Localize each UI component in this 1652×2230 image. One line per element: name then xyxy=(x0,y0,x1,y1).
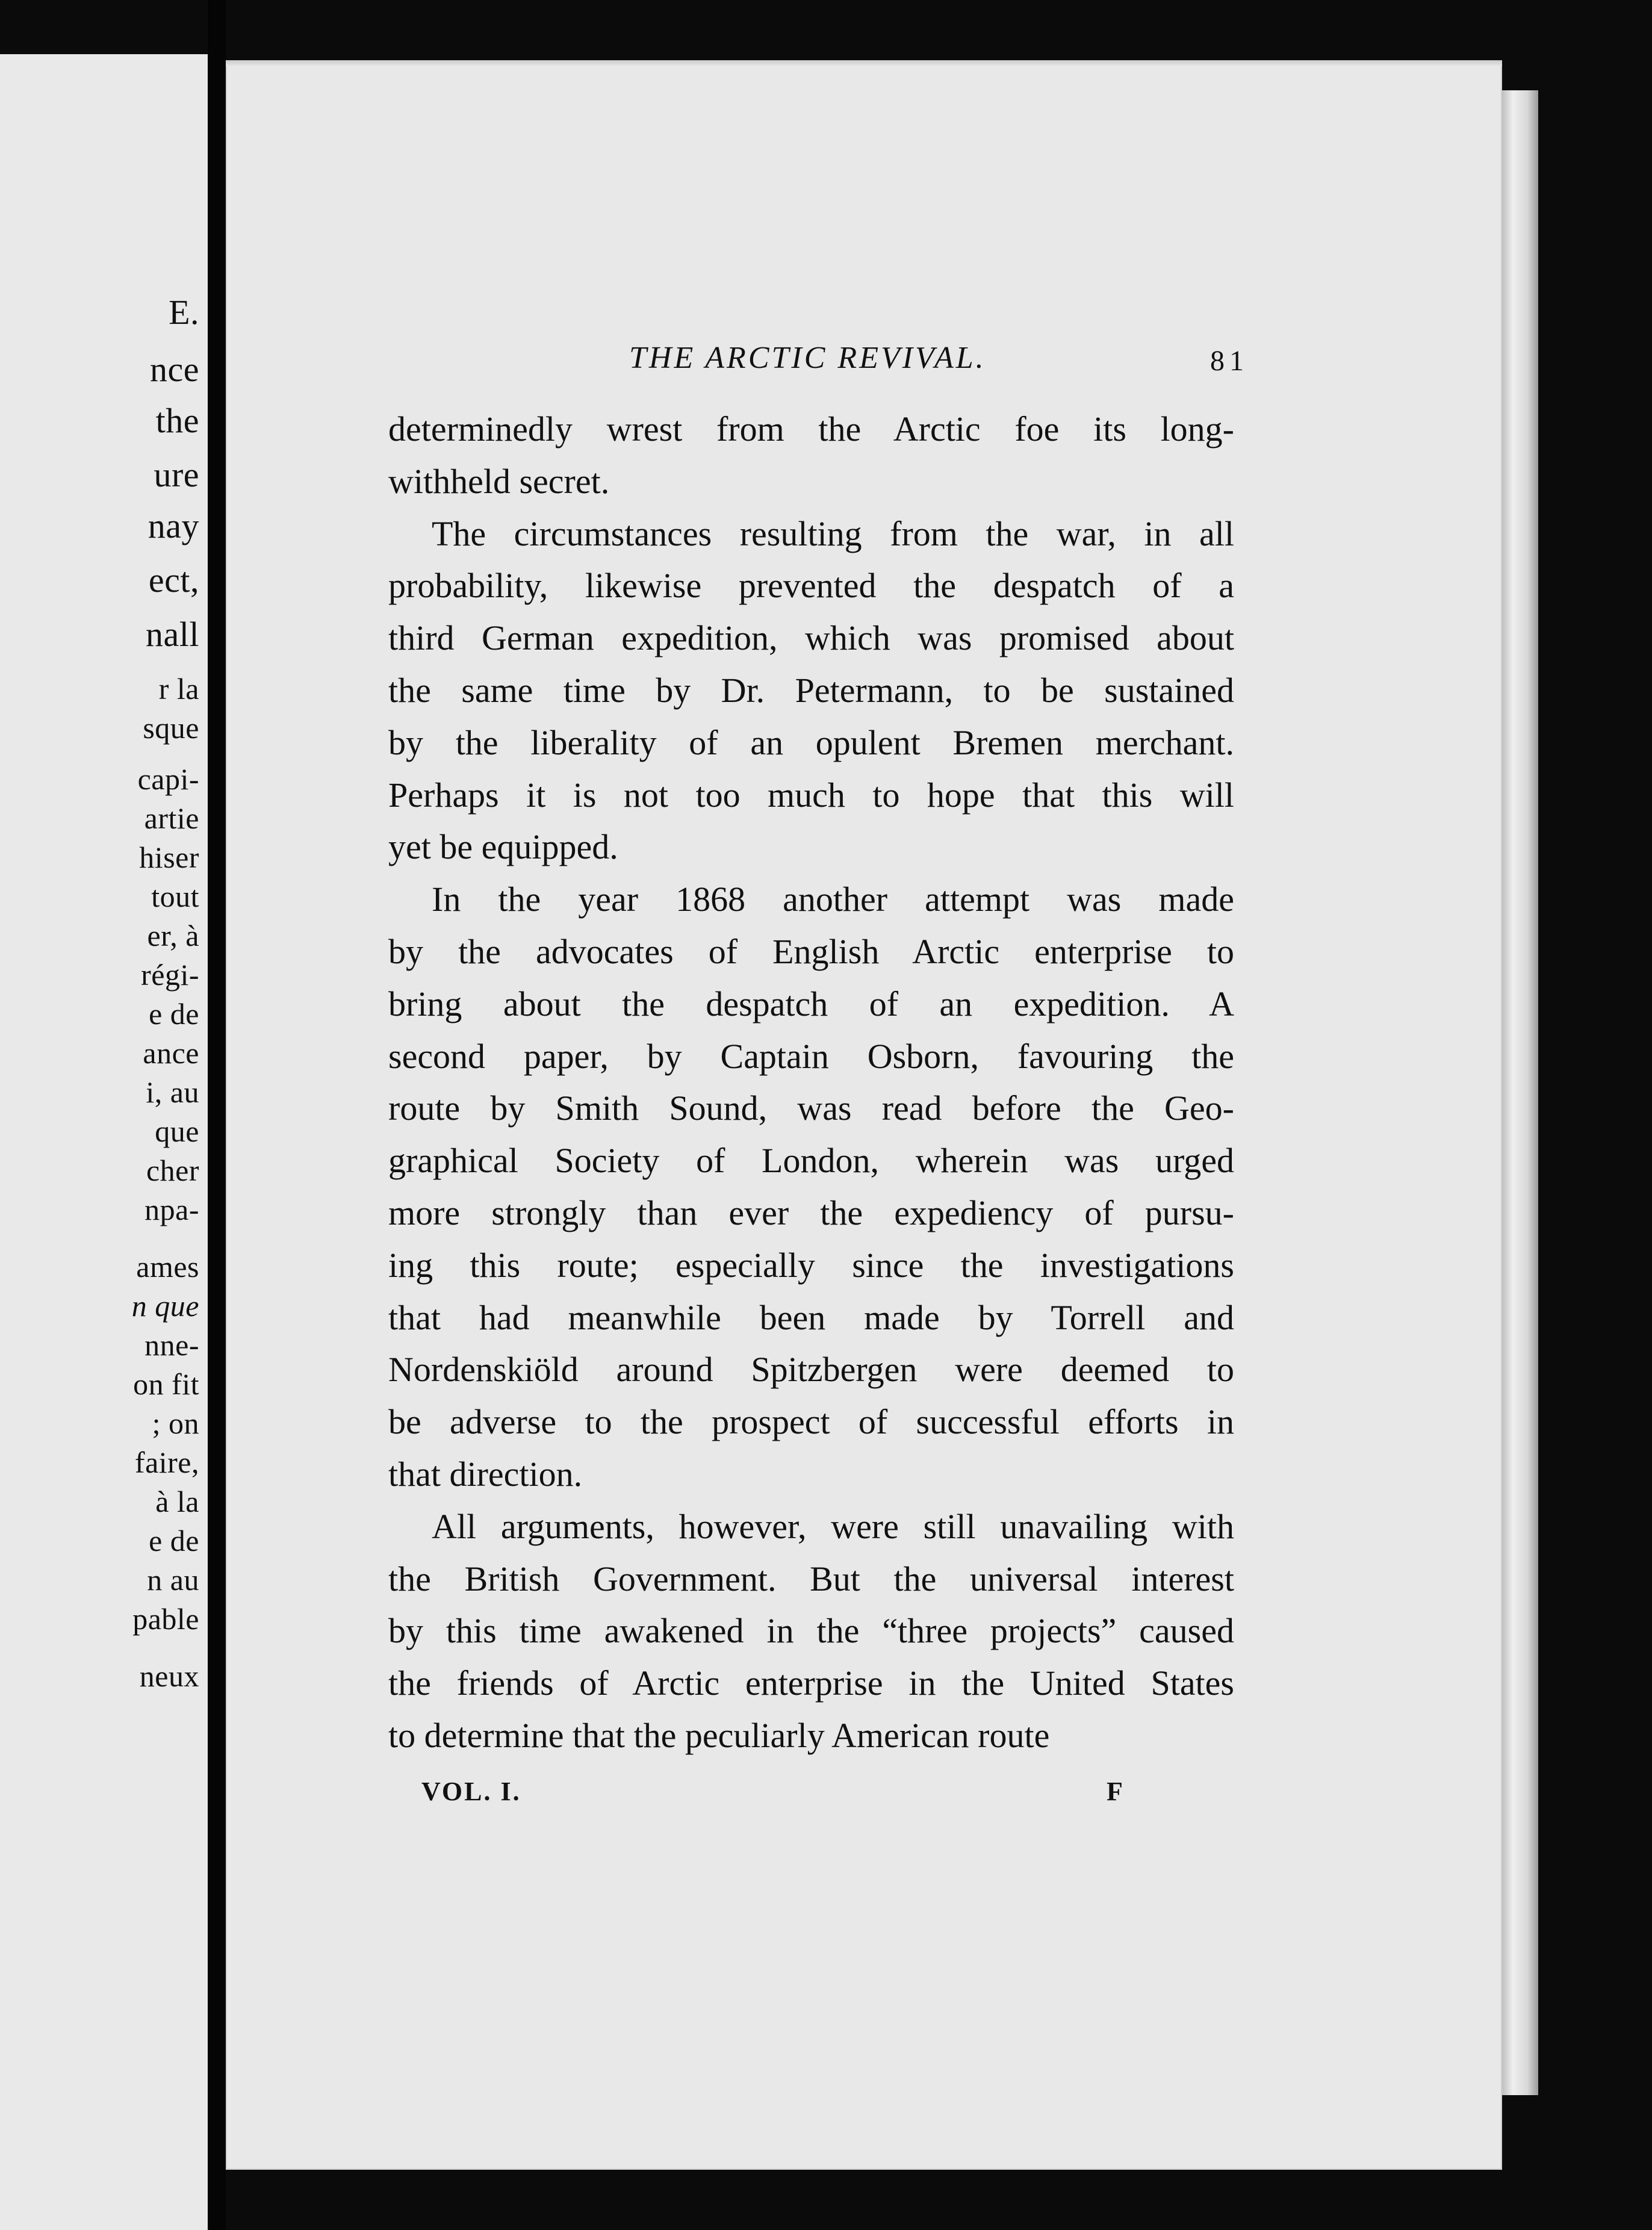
facing-page-line: neux xyxy=(139,1659,199,1693)
text-line: that direction. xyxy=(388,1454,583,1494)
facing-page-line: e de xyxy=(149,997,199,1031)
facing-page-line: sque xyxy=(143,711,199,745)
text-line: yet be equipped. xyxy=(388,827,618,867)
facing-page-line: artie xyxy=(144,801,199,835)
text-line: withheld secret. xyxy=(388,461,610,501)
facing-page-line: faire, xyxy=(134,1446,199,1479)
text-line: Perhaps it is not too much to hope that this will xyxy=(388,775,1234,815)
facing-page-line: er, à xyxy=(147,919,199,952)
text-line: be adverse to the prospect of successful efforts in xyxy=(388,1402,1234,1442)
text-line: to determine that the peculiarly American route xyxy=(388,1715,1050,1755)
text-line: third German expedition, which was promised about xyxy=(388,618,1234,658)
body-text xyxy=(388,403,1234,1762)
text-line: by this time awakened in the “three projects” caused xyxy=(388,1611,1234,1651)
facing-page-line: que xyxy=(155,1114,199,1148)
text-line: the British Government. But the universal interest xyxy=(388,1559,1234,1598)
running-head: THE ARCTIC REVIVAL. xyxy=(629,341,986,375)
facing-page-line: ure xyxy=(154,455,199,494)
text-line: that had meanwhile been made by Torrell and xyxy=(388,1297,1234,1337)
facing-page-line: cher xyxy=(146,1154,199,1187)
text-line: bring about the despatch of an expedition. A xyxy=(388,984,1234,1023)
facing-page-line: nay xyxy=(148,506,199,545)
facing-page-line: ance xyxy=(143,1036,199,1070)
text-line: by the liberality of an opulent Bremen merchant. xyxy=(388,722,1234,762)
facing-page-line: e de xyxy=(149,1524,199,1558)
facing-page-line: n au xyxy=(147,1563,199,1597)
page-edge xyxy=(1502,90,1538,2095)
text-line: probability, likewise prevented the despatch of a xyxy=(388,566,1234,606)
facing-page-line: nall xyxy=(146,615,199,654)
text-line: the friends of Arctic enterprise in the United States xyxy=(388,1663,1234,1703)
text-line: ing this route; especially since the investigations xyxy=(388,1245,1234,1285)
facing-page-line: r la xyxy=(158,672,199,706)
book-gutter xyxy=(208,0,226,2230)
text-line: route by Smith Sound, was read before the Geo- xyxy=(388,1089,1234,1128)
text-line: more strongly than ever the expediency of pursu- xyxy=(388,1193,1234,1232)
facing-page-line: régi- xyxy=(141,958,199,992)
volume-signature: VOL. I. xyxy=(421,1777,521,1806)
facing-page-line: i, au xyxy=(146,1075,199,1109)
text-line: All arguments, however, were still unavailing with xyxy=(432,1506,1234,1546)
facing-page-line: tout xyxy=(151,880,199,913)
facing-page-line: n que xyxy=(131,1289,199,1323)
facing-page-line: ames xyxy=(136,1250,199,1284)
signature-mark: F xyxy=(1107,1777,1125,1806)
text-line: second paper, by Captain Osborn, favouring the xyxy=(388,1036,1234,1076)
text-line: The circumstances resulting from the war, in all xyxy=(432,514,1234,553)
page-number: 81 xyxy=(1210,345,1249,377)
facing-page-line: ect, xyxy=(148,561,199,600)
facing-page-line: E. xyxy=(169,293,199,332)
text-line: the same time by Dr. Petermann, to be sustained xyxy=(388,670,1234,710)
facing-page-line: the xyxy=(155,401,199,440)
facing-page-line: npa- xyxy=(144,1193,199,1226)
facing-page-fragment xyxy=(0,54,208,2230)
text-line: determinedly wrest from the Arctic foe its long- xyxy=(388,409,1234,449)
facing-page-line: nne- xyxy=(144,1328,199,1362)
facing-page-line: hiser xyxy=(139,840,199,874)
facing-page-line: on fit xyxy=(133,1367,199,1401)
facing-page-line: capi- xyxy=(137,762,199,796)
facing-page-line: à la xyxy=(155,1485,199,1518)
text-line: by the advocates of English Arctic enterprise to xyxy=(388,931,1234,971)
text-line: In the year 1868 another attempt was made xyxy=(432,880,1234,919)
text-line: Nordenskiöld around Spitzbergen were deemed to xyxy=(388,1350,1234,1390)
facing-page-line: nce xyxy=(150,350,199,389)
text-line: graphical Society of London, wherein was urged xyxy=(388,1141,1234,1181)
facing-page-line: pable xyxy=(132,1602,199,1636)
facing-page-line: ; on xyxy=(152,1406,199,1440)
